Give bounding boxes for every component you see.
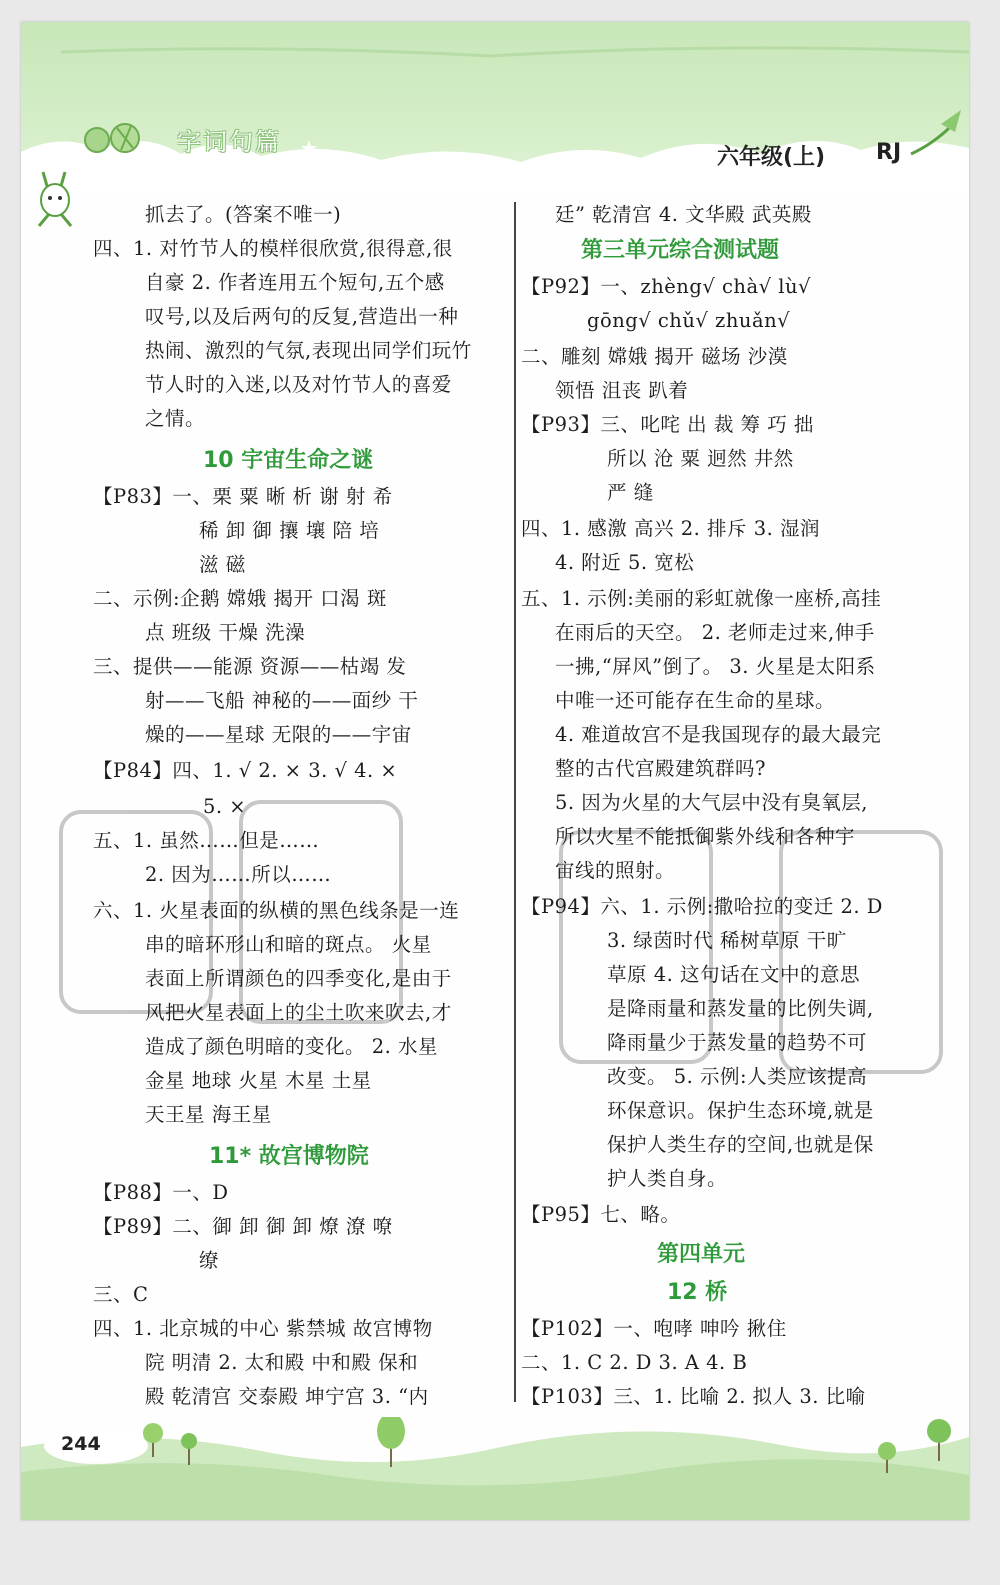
text-line: 热闹、激烈的气氛,表现出同学们玩竹	[145, 339, 472, 362]
text-line: 四、1. 北京城的中心 紫禁城 故宫博物	[93, 1317, 433, 1340]
text-line: 2. 因为……所以……	[145, 863, 332, 886]
text-line: 所以火星不能抵御紫外线和各种宇	[555, 825, 856, 848]
text-line: 【P88】一、D	[93, 1181, 229, 1204]
text-line: 宙线的照射。	[555, 859, 676, 882]
page-number: 244	[61, 1433, 101, 1455]
text-line: 四、1. 感激 高兴 2. 排斥 3. 湿润	[521, 517, 821, 540]
text-line: 殿 乾清宫 交泰殿 坤宁宫 3. “内	[145, 1385, 429, 1408]
text-line: 六、1. 火星表面的纵横的黑色线条是一连	[93, 899, 460, 922]
text-line: 草原 4. 这句话在文中的意思	[607, 963, 861, 986]
text-line: 叹号,以及后两句的反复,营造出一种	[145, 305, 459, 328]
answer-page	[21, 22, 969, 1520]
text-line: 天王星 海王星	[145, 1103, 272, 1126]
series-title: 字词句篇	[177, 128, 281, 156]
text-line: 【P103】三、1. 比喻 2. 拟人 3. 比喻	[521, 1385, 866, 1408]
section-heading: 12 桥	[667, 1280, 728, 1305]
text-line: 射——飞船 神秘的——面纱 干	[145, 689, 419, 712]
text-line: 院 明清 2. 太和殿 中和殿 保和	[145, 1351, 419, 1374]
text-line: 之情。	[145, 407, 206, 430]
section-heading: 11* 故宫博物院	[209, 1144, 369, 1169]
text-line: 点 班级 干燥 洗澡	[145, 621, 306, 644]
text-line: 【P83】一、栗 粟 晰 析 谢 射 希	[93, 485, 393, 508]
text-line: 表面上所谓颜色的四季变化,是由于	[145, 967, 452, 990]
section-heading: 第四单元	[657, 1242, 746, 1267]
text-line: 一拂,“屏风”倒了。 3. 火星是太阳系	[555, 655, 876, 678]
text-line: 降雨量少于蒸发量的趋势不可	[607, 1031, 868, 1054]
text-line: 护人类自身。	[607, 1167, 728, 1190]
grade-label: 六年级(上)	[717, 145, 826, 170]
text-line: 金星 地球 火星 木星 土星	[145, 1069, 372, 1092]
text-line: 【P102】一、咆哮 呻吟 揪住	[521, 1317, 787, 1340]
text-line: 整的古代宫殿建筑群吗?	[555, 757, 766, 780]
text-line: 二、1. C 2. D 3. A 4. B	[521, 1351, 748, 1374]
text-line: 【P92】一、zhèng√ chà√ lù√	[521, 275, 811, 298]
text-line: 抓去了。(答案不唯一)	[145, 203, 342, 226]
text-line: 节人时的入迷,以及对竹节人的喜爱	[145, 373, 452, 396]
text-line: 造成了颜色明暗的变化。 2. 水星	[145, 1035, 439, 1058]
text-line: 五、1. 虽然……但是……	[93, 829, 320, 852]
text-line: 4. 难道故宫不是我国现存的最大最完	[555, 723, 882, 746]
text-line: 燥的——星球 无限的——宇宙	[145, 723, 412, 746]
text-line: 自豪 2. 作者连用五个短句,五个感	[145, 271, 445, 294]
text-line: 三、C	[93, 1283, 149, 1306]
text-line: 严 缝	[607, 481, 654, 504]
text-line: 【P95】七、略。	[521, 1203, 681, 1226]
text-line: 在雨后的天空。 2. 老师走过来,伸手	[555, 621, 875, 644]
text-line: 五、1. 示例:美丽的彩虹就像一座桥,高挂	[521, 587, 882, 610]
text-line: 串的暗环形山和暗的斑点。 火星	[145, 933, 432, 956]
text-line: 保护人类生存的空间,也就是保	[607, 1133, 874, 1156]
text-line: 滋 磁	[199, 553, 246, 576]
text-line: 是降雨量和蒸发量的比例失调,	[607, 997, 874, 1020]
text-line: 所以 沧 粟 迥然 井然	[607, 447, 794, 470]
footer-hills	[21, 1417, 969, 1520]
text-line: gōng√ chǔ√ zhuǎn√	[587, 309, 791, 332]
header-band	[21, 22, 969, 197]
text-line: 【P93】三、叱咤 出 裁 筹 巧 拙	[521, 413, 814, 436]
text-line: 环保意识。保护生态环境,就是	[607, 1099, 874, 1122]
text-line: 四、1. 对竹节人的模样很欣赏,很得意,很	[93, 237, 453, 260]
text-line: 5. 因为火星的大气层中没有臭氧层,	[555, 791, 869, 814]
text-line: 缭	[199, 1249, 220, 1272]
text-line: 【P84】四、1. √ 2. × 3. √ 4. ×	[93, 759, 398, 782]
text-line: 改变。 5. 示例:人类应该提高	[607, 1065, 868, 1088]
text-line: 风把火星表面上的尘土吹来吹去,才	[145, 1001, 452, 1024]
text-line: 【P89】二、御 卸 御 卸 燎 潦 嘹	[93, 1215, 393, 1238]
text-line: 5. ×	[203, 795, 247, 818]
cloud-decoration	[21, 22, 969, 197]
text-line: 4. 附近 5. 宽松	[555, 551, 695, 574]
text-line: 【P94】六、1. 示例:撒哈拉的变迁 2. D	[521, 895, 883, 918]
text-line: 二、示例:企鹅 嫦娥 揭开 口渴 斑	[93, 587, 387, 610]
text-line: 廷” 乾清宫 4. 文华殿 武英殿	[555, 203, 812, 226]
text-line: 二、雕刻 嫦娥 揭开 磁场 沙漠	[521, 345, 788, 368]
edition-label: RJ	[876, 140, 902, 165]
section-heading: 10 宇宙生命之谜	[203, 448, 374, 473]
text-line: 中唯一还可能存在生命的星球。	[555, 689, 836, 712]
text-line: 3. 绿茵时代 稀树草原 干旷	[607, 929, 847, 952]
text-line: 领悟 沮丧 趴着	[555, 379, 689, 402]
text-line: 稀 卸 御 攘 壤 陪 培	[199, 519, 380, 542]
text-line: 三、提供——能源 资源——枯竭 发	[93, 655, 407, 678]
section-heading: 第三单元综合测试题	[581, 238, 780, 263]
